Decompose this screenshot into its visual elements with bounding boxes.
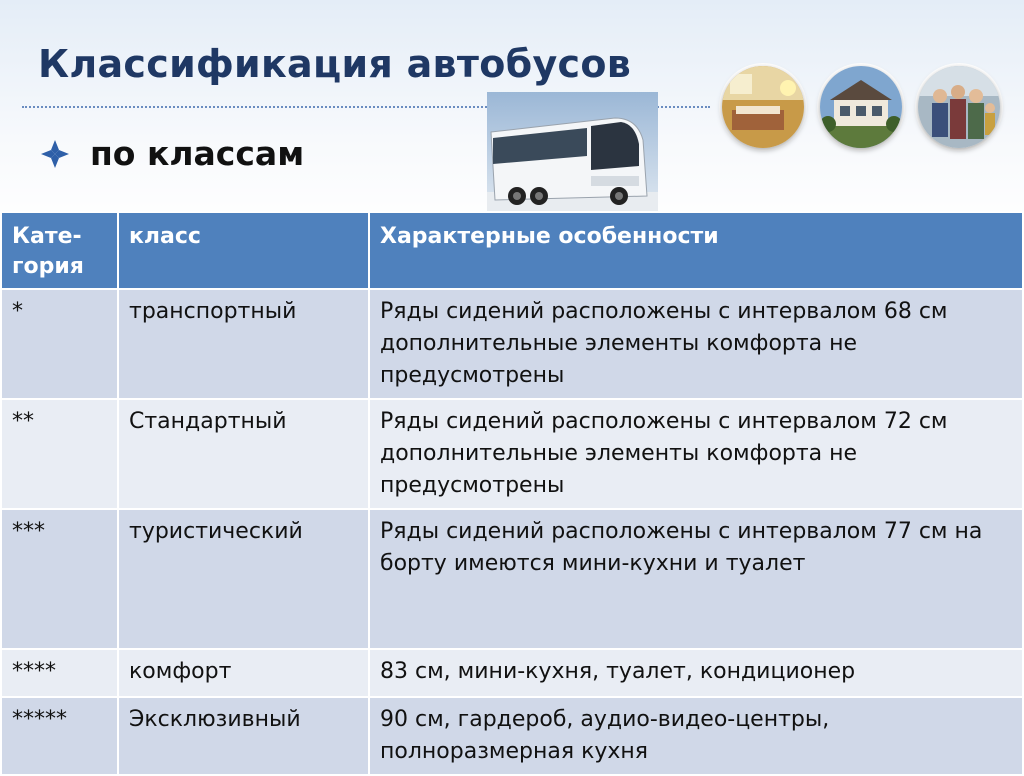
hotel-room-photo	[722, 66, 804, 148]
class-cell: туристический	[118, 509, 369, 649]
header-class: класс	[118, 212, 369, 289]
category-cell: *****	[1, 697, 118, 775]
class-cell: комфорт	[118, 649, 369, 697]
category-cell: **	[1, 399, 118, 509]
features-cell: Ряды сидений расположены с интервалом 68 см дополнительные элементы комфорта не предусмотрены	[369, 289, 1023, 399]
subtitle: по классам	[90, 134, 305, 173]
header-features: Характерные особенности	[369, 212, 1023, 289]
table-row	[1, 289, 1023, 399]
family-photo	[918, 66, 1000, 148]
features-cell: Ряды сидений расположены с интервалом 77 см на борту имеются мини-кухни и туалет	[369, 509, 1023, 649]
subtitle-row	[40, 134, 304, 173]
class-cell: Эксклюзивный	[118, 697, 369, 775]
slide-title: Классификация автобусов	[38, 42, 632, 86]
diamond-bullet-icon	[40, 139, 70, 169]
class-cell: Стандартный	[118, 399, 369, 509]
features-cell: 83 см, мини-кухня, туалет, кондиционер	[369, 649, 1023, 697]
table-header-row	[1, 212, 1023, 289]
table-row	[1, 697, 1023, 775]
class-cell: транспортный	[118, 289, 369, 399]
bus-classes-table	[0, 211, 1024, 776]
table-row	[1, 399, 1023, 509]
house-photo	[820, 66, 902, 148]
bus-photo	[487, 92, 658, 212]
table-row	[1, 509, 1023, 649]
table-row	[1, 649, 1023, 697]
category-cell: *	[1, 289, 118, 399]
features-cell: 90 см, гардероб, аудио-видео-центры, полноразмерная кухня	[369, 697, 1023, 775]
features-cell: Ряды сидений расположены с интервалом 72 см дополнительные элементы комфорта не предусмотрены	[369, 399, 1023, 509]
category-cell: ***	[1, 509, 118, 649]
header-category: Кате- гория	[1, 212, 118, 289]
category-cell: ****	[1, 649, 118, 697]
